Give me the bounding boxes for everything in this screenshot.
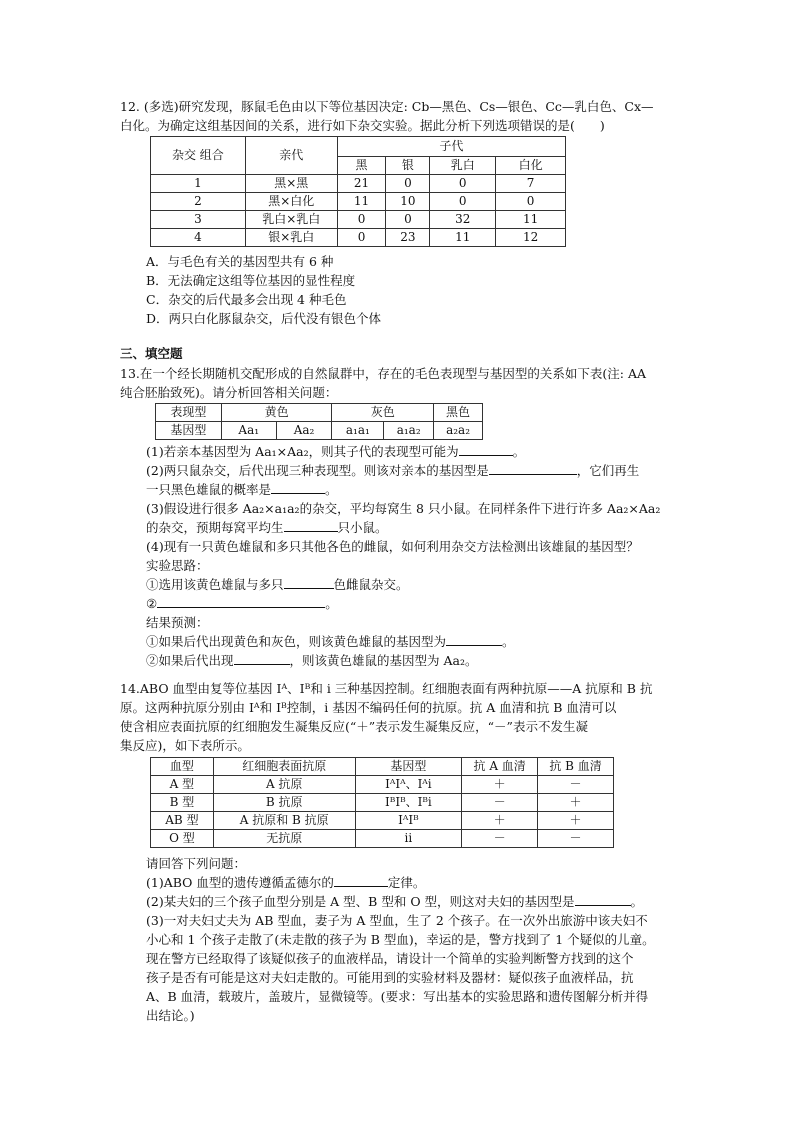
q12-row-2 (151, 193, 566, 211)
q14-part-3-line-3: 现在警方已经取得了该疑似孩子的血液样品，请设计一个简单的实验判断警方找到的这个 (146, 951, 634, 966)
answer-blank[interactable] (446, 632, 502, 646)
q13-step-1 (146, 575, 660, 594)
table-cell: 10 (386, 193, 430, 211)
q13-result-2 (146, 651, 660, 670)
q14-intro-2: 原。这两种抗原分别由 Iᴬ和 Iᴮ控制，i 基因不编码任何的抗原。抗 A 血清和抗 B 血清可以 (120, 700, 617, 715)
table-cell: 11 (496, 211, 566, 229)
q13-part-3-cont (146, 518, 660, 537)
table-cell: ii (355, 830, 462, 848)
table-cell: IᴬIᴬ、Iᴬi (355, 776, 462, 794)
table-cell: ＋ (462, 812, 538, 830)
q12-sub-black: 黑 (337, 157, 386, 175)
table-cell: 1 (151, 175, 246, 193)
q14-p2-end: 。 (630, 894, 644, 909)
q12-sub-silver: 银 (386, 157, 430, 175)
q13-p1-end: 。 (512, 444, 526, 459)
q12-header-group: 杂交 组合 (151, 137, 246, 175)
q13-yellow: 黄色 (221, 404, 332, 422)
answer-blank[interactable] (489, 461, 577, 475)
q13-p3-end: 只小鼠。 (337, 520, 388, 535)
table-cell: IᴮIᴮ、Iᴮi (355, 794, 462, 812)
table-cell: A 抗原和 B 抗原 (213, 812, 355, 830)
q13-p2-text-c: 一只黑色雄鼠的概率是 (146, 482, 272, 497)
table-cell: A 型 (151, 776, 214, 794)
table-cell: AB 型 (151, 812, 214, 830)
table-cell: 乳白×乳白 (245, 211, 337, 229)
table-cell: 银×乳白 (245, 229, 337, 247)
answer-blank[interactable] (157, 594, 325, 608)
q14-row-o (151, 830, 614, 848)
q14-part-1 (146, 873, 655, 892)
table-cell: 无抗原 (213, 830, 355, 848)
q14-table (150, 757, 614, 848)
answer-blank[interactable] (459, 442, 513, 456)
table-cell: O 型 (151, 830, 214, 848)
q14-ask: 请回答下列问题： (146, 856, 247, 871)
q13-r1-text: ①如果后代出现黄色和灰色，则该黄色雄鼠的基因型为 (146, 634, 447, 649)
q13-row-label-genotype: 基因型 (156, 422, 222, 440)
table-cell: 21 (337, 175, 386, 193)
table-cell: 3 (151, 211, 246, 229)
q13-r2-text: ②如果后代出现 (146, 653, 234, 668)
q14-intro-1: 14.ABO 血型由复等位基因 Iᴬ、Iᴮ和 i 三种基因控制。红细胞表面有两种抗原——A 抗原和 B 抗 (120, 681, 653, 696)
table-cell: 0 (386, 175, 430, 193)
q12-stem (120, 97, 654, 135)
q13-intro-1: 13.在一个经长期随机交配形成的自然鼠群中，存在的毛色表现型与基因型的关系如下表(注: AA (120, 366, 646, 381)
q13-s1-end: 色雌鼠杂交。 (333, 577, 409, 592)
q13-intro-2: 纯合胚胎致死)。请分析回答相关问题： (120, 385, 338, 400)
q14-part-3-line-2: 小心和 1 个孩子走散了(未走散的孩子为 B 型血)，幸运的是，警方找到了 1 个疑似的儿童。 (146, 932, 655, 947)
q12-line-1: 12. (多选)研究发现，豚鼠毛色由以下等位基因决定: Cb—黑色、Cs—银色、Cc—乳白色、Cx— (120, 99, 654, 114)
q14-intro-4: 集反应)，如下表所示。 (120, 738, 250, 753)
table-cell: B 型 (151, 794, 214, 812)
q13-s1-text: ①选用该黄色雄鼠与多只 (146, 577, 284, 592)
table-cell: 7 (496, 175, 566, 193)
q12-option-b[interactable]: B．无法确定这组等位基因的显性程度 (146, 273, 356, 288)
q13-p2-text-b: ，它们再生 (576, 463, 640, 478)
table-cell: B 抗原 (213, 794, 355, 812)
table-cell: 黑×白化 (245, 193, 337, 211)
table-cell: 0 (496, 193, 566, 211)
table-cell: 0 (430, 175, 496, 193)
q12-option-c[interactable]: C．杂交的后代最多会出现 4 种毛色 (146, 292, 347, 307)
table-cell: 0 (386, 211, 430, 229)
table-cell: ＋ (538, 794, 614, 812)
q12-sub-albino: 白化 (496, 157, 566, 175)
q13-p2-end: 。 (325, 482, 338, 497)
q13-s2-text: ② (146, 596, 158, 611)
table-cell: － (538, 776, 614, 794)
table-cell: IᴬIᴮ (355, 812, 462, 830)
table-cell: 32 (430, 211, 496, 229)
q14-p1-end: 定律。 (387, 875, 426, 890)
q14-body (146, 854, 655, 1025)
table-cell: 23 (386, 229, 430, 247)
table-cell: Aa₂ (276, 422, 332, 440)
q14-part-3-line-6: 出结论。) (146, 1008, 195, 1023)
table-cell: 0 (337, 229, 386, 247)
q14-intro-3: 使含相应表面抗原的红细胞发生凝集反应(“＋”表示发生凝集反应，“－”表示不发生凝 (120, 719, 588, 734)
q12-row-4 (151, 229, 566, 247)
q14-header-bloodtype: 血型 (151, 758, 214, 776)
q12-line-2: 白化。为确定这组基因间的关系，进行如下杂交实验。据此分析下列选项错误的是( ) (120, 118, 605, 133)
q13-prediction-label: 结果预测： (146, 615, 209, 630)
table-cell: 12 (496, 229, 566, 247)
q13-stem (120, 364, 646, 402)
q12-option-a[interactable]: A．与毛色有关的基因型共有 6 种 (146, 254, 334, 269)
q13-p3-text: 的杂交，预期每窝平均生 (146, 520, 284, 535)
q13-p1-text: (1)若亲本基因型为 Aa₁×Aa₂，则其子代的表现型可能为 (146, 444, 459, 459)
table-cell: － (462, 794, 538, 812)
answer-blank[interactable] (271, 480, 325, 494)
answer-blank[interactable] (234, 651, 290, 665)
q14-row-ab (151, 812, 614, 830)
answer-blank[interactable] (334, 873, 388, 887)
q14-stem (120, 679, 652, 755)
q13-step-2 (146, 594, 660, 613)
q12-options (146, 252, 381, 328)
table-cell: 11 (430, 229, 496, 247)
q13-body (146, 442, 660, 670)
table-cell: Aa₁ (221, 422, 276, 440)
q12-table (150, 136, 566, 247)
q13-part-2-cont (146, 480, 660, 499)
table-cell: 黑×黑 (245, 175, 337, 193)
q14-header-genotype: 基因型 (355, 758, 462, 776)
q14-header-antigen: 红细胞表面抗原 (213, 758, 355, 776)
q13-s2-end: 。 (325, 596, 338, 611)
q14-row-a (151, 776, 614, 794)
table-cell: 4 (151, 229, 246, 247)
q14-part-3-line-1: (3)一对夫妇丈夫为 AB 型血，妻子为 A 型血，生了 2 个孩子。在一次外出旅游中该夫妇不 (146, 913, 648, 928)
answer-blank[interactable] (284, 575, 334, 589)
table-cell: a₂a₂ (434, 422, 483, 440)
q13-table (155, 403, 483, 440)
q13-part-1 (146, 442, 660, 461)
table-cell: － (538, 830, 614, 848)
q13-part-4: (4)现有一只黄色雄鼠和多只其他各色的雌鼠，如何利用杂交方法检测出该雄鼠的基因型？ (146, 539, 639, 554)
q14-p1-text: (1)ABO 血型的遗传遵循孟德尔的 (146, 875, 334, 890)
table-cell: 0 (430, 193, 496, 211)
table-cell: ＋ (538, 812, 614, 830)
q13-row-label-phenotype: 表现型 (156, 404, 222, 422)
q12-option-d[interactable]: D．两只白化豚鼠杂交，后代没有银色个体 (146, 311, 382, 326)
q12-header-parent: 亲代 (245, 137, 337, 175)
table-cell: ＋ (462, 776, 538, 794)
q13-p2-text: (2)两只鼠杂交，后代出现三种表现型。则该对亲本的基因型是 (146, 463, 489, 478)
table-cell: 11 (337, 193, 386, 211)
table-cell: A 抗原 (213, 776, 355, 794)
q13-black: 黑色 (434, 404, 483, 422)
q14-header-anti-b: 抗 B 血清 (538, 758, 614, 776)
q14-part-3-line-5: A、B 血清，载玻片，盖玻片，显微镜等。(要求：写出基本的实验思路和遗传图解分析并得 (146, 989, 649, 1004)
q14-row-b (151, 794, 614, 812)
q14-part-3-line-4: 孩子是否有可能是这对夫妇走散的。可能用到的实验材料及器材：疑似孩子血液样品，抗 (146, 970, 634, 985)
q13-grey: 灰色 (332, 404, 434, 422)
q13-part-2 (146, 461, 660, 480)
table-cell: － (462, 830, 538, 848)
q13-r2-end: ，则该黄色雄鼠的基因型为 Aa₂。 (289, 653, 478, 668)
q13-result-1 (146, 632, 660, 651)
q14-part-2 (146, 892, 655, 911)
q13-idea-label: 实验思路： (146, 558, 209, 573)
q13-part-3: (3)假设进行很多 Aa₂×a₁a₂的杂交，平均每窝生 8 只小鼠。在同样条件下进行许多 Aa₂×Aa₂ (146, 501, 661, 516)
q14-p2-text: (2)某夫妇的三个孩子血型分别是 A 型、B 型和 O 型，则这对夫妇的基因型是 (146, 894, 575, 909)
q13-r1-end: 。 (502, 634, 515, 649)
q12-row-1 (151, 175, 566, 193)
section-heading: 三、填空题 (120, 346, 183, 361)
table-cell: 0 (337, 211, 386, 229)
q14-header-anti-a: 抗 A 血清 (462, 758, 538, 776)
answer-blank[interactable] (575, 892, 631, 906)
table-cell: 2 (151, 193, 246, 211)
q12-row-3 (151, 211, 566, 229)
table-cell: a₁a₁ (332, 422, 384, 440)
q12-sub-cream: 乳白 (430, 157, 496, 175)
q12-header-offspring: 子代 (337, 137, 565, 157)
answer-blank[interactable] (284, 518, 338, 532)
table-cell: a₁a₂ (384, 422, 434, 440)
